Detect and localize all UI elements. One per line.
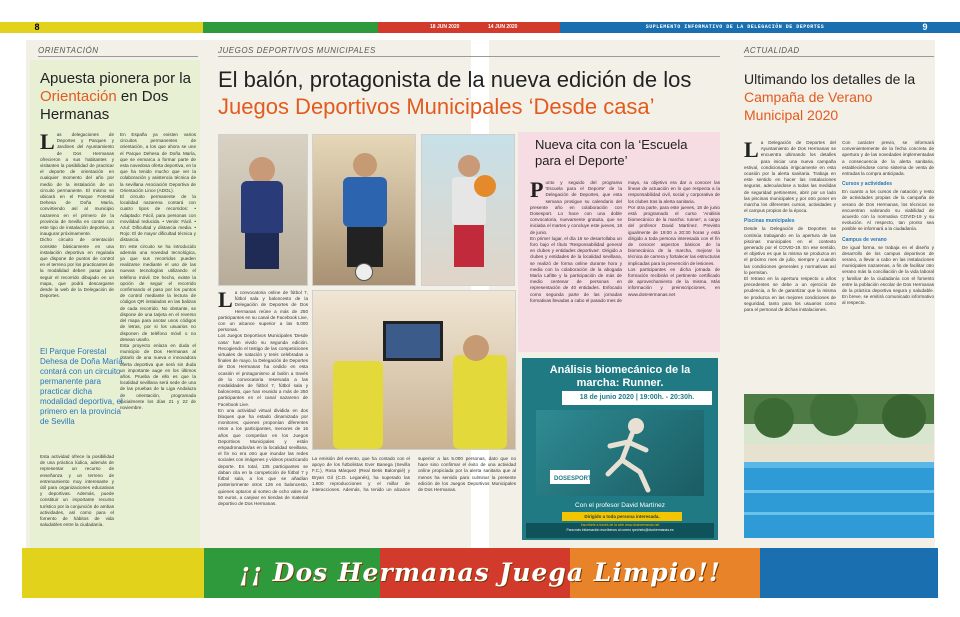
juegos-headline	[218, 66, 708, 120]
section-divider	[218, 56, 720, 57]
orientation-title-accent: Orientación	[40, 88, 117, 105]
juegos-title-line1: El balón, protagonista de la nueva edición de los	[218, 67, 692, 92]
orientation-paragraph: En este circuito se ha introducido además una novedad tecnológica, ya que sus recorridos pueden realizarse mediante el uso de las nuevas tecnologías utilizando el teléfono móvil. De hecho, existe la opción de seguir el recorrido confirmando el paso por los puntos de control mediante la lectura de códigos QR instalados en las balizas de cada recorrido. No obstante, se dispone de una tarjeta en el reverso del mapa para anotar unos códigos de letras, por si los usuarios no disponen de teléfono móvil o no desean usarlo.	[120, 243, 196, 342]
date-left-value: 18 JUN 2020	[430, 24, 460, 30]
orientation-body-col2	[120, 132, 196, 544]
poster-footer	[526, 523, 714, 538]
poster-date: 18 de junio 2020 | 19:00h. - 20:30h.	[562, 391, 712, 405]
dropcap: L	[40, 132, 55, 154]
orientation-pull-quote: El Parque Forestal Dehesa de Doña María contará con un circuito permanente para practicar dicha modalidad deportiva, el primero en la provincia de Sevilla	[40, 347, 123, 426]
subhead-campus: Campus de verano	[842, 236, 887, 243]
orientation-title-pre: Apuesta pionera por la	[40, 70, 191, 87]
page-number-left: 8	[26, 22, 48, 33]
escuela-paragraph: En primer lugar, el día 16 se desarrollaba un foro bajo el título 'Responsabilidad general en clubes y entidades deportivas'. Dirigido a clubes y entidades de la localidad sevillana, se realizó de forma online durante hora y media con la colaboración de la abogada María Lafitte y la participación de más de medio centenar de personas en representación de 40 entidades. Enfocado como segunda parte de las jornadas formativas llevadas a cabo el pasado mes de mayo, su objetivo era dar a conocer las líneas de actuación en lo que respecta a la responsabilidad civil, social y corporativa de los clubes tras la alerta sanitaria.	[530, 180, 720, 303]
escuela-paragraph: unto y seguido del programa 'Escuela para el Deporte' de la Delegación de Deportes, que esta semana prosigue su calendario del presente año en colaboración con Dosesport. Lo hace con una doble convocatoria, nuevamente gratuita, que se iniciaba el martes y concluye este jueves, 18 de junio.	[530, 180, 622, 235]
subhead-piscinas: Piscinas municipales	[744, 218, 795, 225]
section-label-juegos: JUEGOS DEPORTIVOS MUNICIPALES	[218, 46, 376, 55]
poster-audience: Dirigido a toda persona interesada.	[562, 512, 682, 521]
orientation-title-post: en Dos Hermanas	[40, 88, 169, 123]
dropcap: L	[744, 140, 759, 162]
actualidad-body-col2	[842, 140, 934, 390]
orientation-paragraph: as delegaciones de Deportes y Parques y Jardines del Ayuntamiento de Dos Hermanas ofrecieron a sus habitantes y visitantes la posibilidad de practicar el deporte de orientación en cualquier momento del año por medio de la instalación de un circuito permanente. El mismo se ubicará en el Parque Forestal Dehesa de Doña María, convirtiendo así al municipio nazareno en el primero de la provincia de Sevilla en contar con este tipo de instalación deportiva, a inaugurar próximamente.	[40, 132, 114, 237]
orientation-paragraph: El circuito permanente de la localidad nazarena contará con cuatro tipos de recorridos: • Adaptado: Fácil, para personas con movilidad reducida. • Verde: Fácil. • Azul: Dificultad y distancia media. • Rojo: El de mayor dificultad técnica y distancia.	[120, 194, 196, 243]
dropcap: P	[530, 180, 544, 202]
actualidad-paragraph: El retraso en la apertura respecto a años precedentes se debe a un ejercicio de prudencia, a fin de garantizar que la misma se produzca en las mejores condiciones de seguridad, tanto para los usuarios como para el personal de dichas instalaciones.	[744, 276, 836, 313]
escuela-body	[530, 180, 720, 348]
section-divider	[38, 56, 198, 57]
subhead-cursos: Cursos y actividades	[842, 181, 893, 188]
actualidad-title-pre: Ultimando los detalles de la	[744, 71, 916, 87]
poster-runner-image	[536, 410, 704, 496]
section-label-actualidad: ACTUALIDAD	[744, 46, 800, 55]
actualidad-body-col1	[744, 140, 836, 390]
photo-boy-ball	[312, 134, 416, 286]
footer-slogan: ¡¡ Dos Hermanas Juega Limpio!!	[239, 558, 721, 587]
poster-title: Análisis biomecánico de la marcha: Runner.	[549, 364, 691, 389]
actualidad-paragraph: Con carácter previo, se informará convenientemente de la fecha concreta de apertura y de las novedades implementadas a consecuencia de la alerta sanitaria, estableciéndose como sistema de venta de entradas la compra anticipada.	[842, 140, 934, 177]
orientation-paragraph: En España ya existen varios circuitos permanentes de orientación, a los que ahora se une el Parque Dehesa de Doña María, que se enmarca a formar parte de esta novedosa oferta deportiva, en la que ha tenido mucho que ver la colaboración y asistencia técnica de la sevillana Asociación Deportiva de Orientación Lince (ADOL).	[120, 132, 196, 193]
actualidad-paragraph: a Delegación de Deportes del Ayuntamiento de Dos Hermanas se encuentra ultimando los detalles para iniciar una nueva campaña estival, condicionada irrigicamente en esta ocasión por la alerta sanitaria. Trabaja en este sentido en hacer las instalaciones seguras, adecuándose a todas las medidas de seguridad pertinentes, abrir por un lado las piscinas municipales y por otro poner en marcha los diferentes cursos, actividades y el campus propios de la época.	[744, 140, 836, 214]
escuela-paragraph: Por otra parte, para este jueves, 18 de junio está programado el curso 'Análisis biomecánico de la marcha: runner', a cargo del profesor David Martínez. Previsto igualmente de 19:00 a 20:30 horas y está dirigido a toda persona interesada con el fin de conocer aspectos básicos de la biomecánica de la marcha, mejorar la técnica de carrera y fortalecer las estructuras implicadas para la prevención de lesiones.	[628, 204, 720, 266]
juegos-paragraph: La emisión del evento, que ha contado con el apoyo de los futbolistas Ever Banega (Sevilla F.C.), Rosa Márquez (Real Betis Balompié) y Bryan Gil (C.D. Leganés), ha superado las 1.800 reproducciones y el millar de interacciones. Además, ha tenido un alcance superior a las 5.000 personas, dato que no hace sino confirmar el éxito de una actividad online propiciada por la alerta sanitaria que al menos ha servido para culminar la presente edición de los Juegos Deportivos Municipales de Dos Hermanas.	[312, 456, 516, 493]
actualidad-paragraph: De igual forma, se trabaja en el diseño y desarrollo de los campus deportivos de verano, a llevar a cabo en las instalaciones municipales nazarenas, a fin de facilitar otro verano más la conciliación de la vida laboral y familiar de la ciudadanía con el fomento entre la población escolar de Dos Hermanas de la práctica deportiva segura y saludable. En breve, se emitirá comunicado informativo al respecto.	[842, 244, 934, 306]
orientation-headline	[40, 70, 198, 124]
band-green	[203, 22, 378, 33]
juegos-body-col2	[312, 456, 516, 542]
date-right-label: El Nazareno	[488, 18, 516, 24]
date-right	[488, 18, 517, 30]
actualidad-title-accent: Campaña de Verano Municipal 2020	[744, 89, 873, 123]
page-number-right: 9	[914, 22, 936, 33]
dropcap: L	[218, 290, 233, 312]
orientation-paragraph: Dicho circuito de orientación consiste básicamente en una instalación deportiva en regulada que dispone de puntos de control en el terreno por los practicantes de la modalidad deben pasar para seguir el recorrido dibujado en un mapa, que podrá descargarse desde la web de la Delegación de Deportes.	[40, 237, 114, 299]
escuela-paragraph: Los participantes en dicha jornada de formación recibirán el pertinente certificado de aprovechamiento de la misma. Más información y preinscripciones, en www.dosHermanas.net	[628, 266, 720, 297]
juegos-paragraph: En una actividad virtual dividida en dos bloques que ha estado dinamizada por monitores, quienes proponían diferentes retos a los participantes, menores de 16 años que competían en los Juegos Deportivos Municipales y están empadronados/as en la localidad sevillana, el fin no era otro que inundar las redes sociales con imágenes y vídeos practicando deporte. En total, 135 participantes se daban cita en la competición de fútbol 7 y fútbol sala, a los que se añadían posteriormente otros 126 en baloncesto, quienes optaron al sorteo de ocho vales de 50 euros, a canjear en tiendas de material deportivo de Dos Hermanas.	[218, 407, 308, 506]
photo-boy-jersey	[218, 134, 308, 286]
orientation-paragraph: Esta actividad ofrece la posibilidad de una práctica lúdica, además de representar un recurso de enseñanza y un terreno de entrenamiento muy interesante y útil para organizaciones educativas y deportivas. Además, puede constituir un importante recurso turístico por la conjunción de ambas actividades, así como para el fomento de hábitos de vida saludables entre la ciudadanía.	[40, 454, 114, 528]
photo-boys-screen	[312, 290, 516, 450]
poster-speaker: Con el profesor David Martínez	[575, 502, 665, 509]
actualidad-paragraph: Desde la Delegación de Deportes se continúa trabajando en la apertura de las piscinas municipales en el contexto generado por el COVID-19. En ese sentido, el objetivo es que la misma se produzca en el próximo mes de julio, siempre y cuando las condiciones generales y normativas así lo permitan.	[744, 226, 836, 275]
photo-pool	[744, 394, 934, 538]
escuela-headline: Nueva cita con la ‘Escuela para el Deporte’	[535, 137, 688, 168]
supplement-banner: SUPLEMENTO INFORMATIVO DE LA DELEGACIÓN DE DEPORTES	[560, 22, 910, 33]
runner-icon	[536, 410, 704, 496]
juegos-paragraph: Los Juegos Deportivos Municipales 'Desde casa' han vivido su segunda edición. Recogiendo el testigo de las competiciones virtuales de natación y tenis celebradas a finales de mayo, la Delegación de Deportes de Dos Hermanas ha cedido en esta ocasión el protagonismo al balón a través de la convocatoria reservada a las modalidades de fútbol 7, fútbol sala y baloncesto, que han reunido a más de 250 participantes en el canal nazareno de Facebook Live.	[218, 333, 308, 407]
orientation-body-col1b	[40, 454, 114, 544]
actualidad-paragraph: En cuanto a los cursos de natación y resto de actividades propias de la campaña de verano de Dos Hermanas, los técnicos se encuentran valorando su viabilidad de acuerdo con la normativa COVID-19 y su evolución. Al respecto, tan pronto sea posible se informará a la ciudadanía.	[842, 189, 934, 232]
date-left-label: El Nazareno	[430, 18, 458, 24]
photo-girl-basketball	[421, 134, 515, 286]
actualidad-headline	[744, 70, 934, 124]
section-label-orientation: ORIENTACIÓN	[38, 46, 99, 55]
runner-poster	[522, 358, 718, 540]
orientation-body-col1	[40, 132, 114, 342]
juegos-paragraph: a convocatoria online de fútbol 7, fútbol sala y baloncesto de la Delegación de Deportes de Dos Hermanas reúne a más de 250 participantes en su canal de Facebook Live, con un alcance superior a las 5.000 personas.	[218, 290, 308, 333]
date-left	[430, 18, 459, 30]
band-red	[378, 22, 560, 33]
date-right-value: 14 JUN 2020	[488, 24, 518, 30]
juegos-body-col1	[218, 290, 308, 540]
juegos-title-accent: Juegos Deportivos Municipales ‘Desde casa’	[218, 94, 655, 119]
poster-info: Para más información escríbenos al correo rpechelo@doshermanas.es	[566, 528, 674, 532]
section-divider	[744, 56, 934, 57]
orientation-paragraph: Esta proyecto enlaza en duda el municipio de Dos Hermanas al dotarlo de una nueva e innovadora oferta deportiva que será sin duda un importante auge en los últimos años. Prueba de ello es que la localidad sevillana será sede de una de las pruebas de la Liga Andaluza de orientación, programada inicialmente los días 21 y 22 de noviembre.	[120, 342, 196, 410]
svg-text:DOSESPORT: DOSESPORT	[554, 476, 592, 482]
poster-signup: Inscríbete a través de la web www.doshermanas.net	[580, 523, 660, 527]
